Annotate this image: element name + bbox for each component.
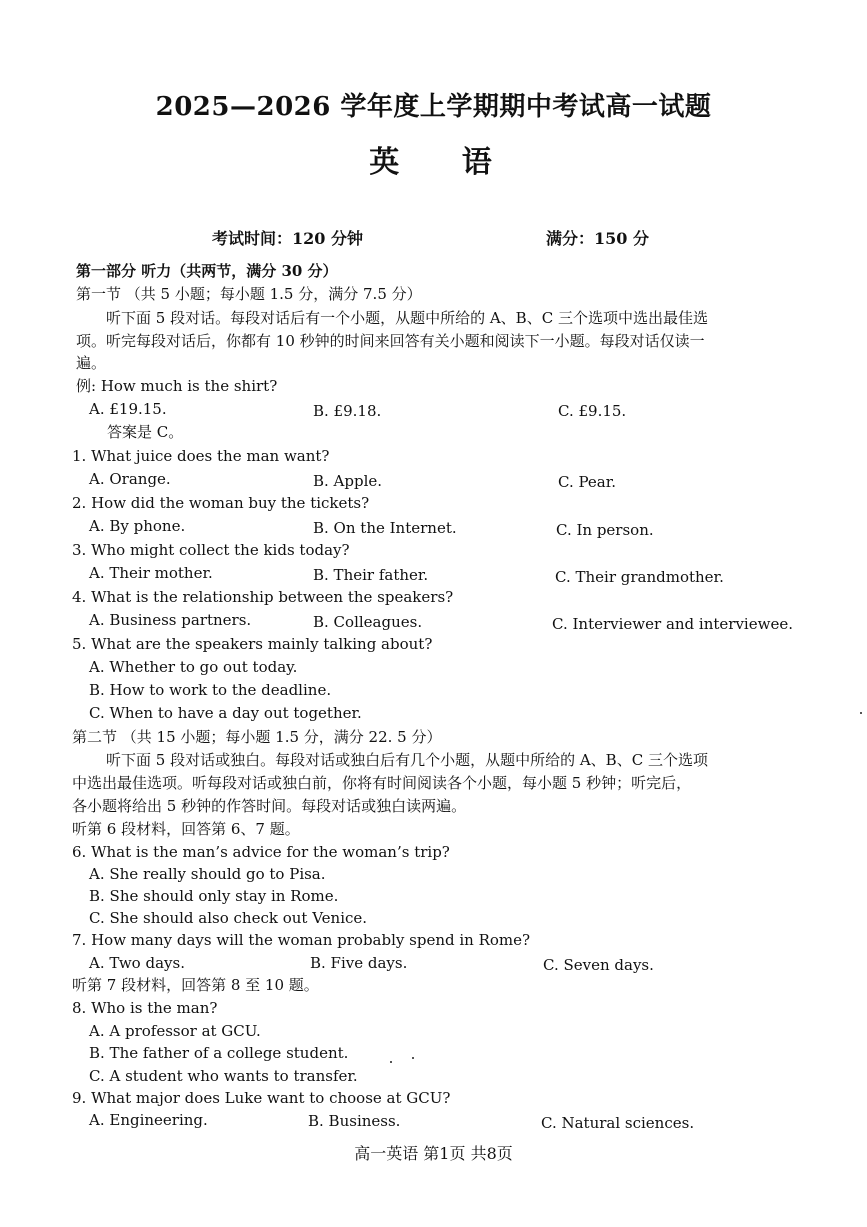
section1-instruction-2: 项。听完每段对话后，你都有 10 秒钟的时间来回答有关小题和阅读下一小题。每段对话仅读一 (76, 332, 705, 350)
question-8-option-a: A. A professor at GCU. (89, 1022, 261, 1040)
question-3-option-b: B. Their father. (313, 566, 429, 584)
question-4-option-c: C. Interviewer and interviewee. (552, 615, 793, 633)
section1-instruction-1: 听下面 5 段对话。每段对话后有一个小题，从题中所给的 A、B、C 三个选项中选出最佳选 (106, 309, 708, 327)
subject-title: 英 语 (369, 145, 518, 180)
question-6-option-a: A. She really should go to Pisa. (89, 865, 326, 883)
question-4-option-a: A. Business partners. (89, 611, 252, 629)
question-9-option-c: C. Natural sciences. (541, 1114, 695, 1132)
scan-speck (860, 712, 862, 714)
question-8: 8. Who is the man? (72, 999, 218, 1017)
question-3-option-a: A. Their mother. (89, 564, 213, 582)
example-option-a: A. £19.15. (89, 400, 167, 418)
question-7: 7. How many days will the woman probably spend in Rome? (72, 931, 531, 949)
material-6-instruction: 听第 6 段材料，回答第 6、7 题。 (72, 820, 300, 838)
question-6: 6. What is the man’s advice for the woman’s trip? (72, 843, 450, 861)
full-score: 满分：150 分 (546, 229, 649, 248)
question-6-option-b: B. She should only stay in Rome. (89, 887, 339, 905)
example-question: 例: How much is the shirt? (76, 377, 278, 395)
question-6-option-c: C. She should also check out Venice. (89, 909, 368, 927)
section1-heading: 第一节 （共 5 小题；每小题 1.5 分，满分 7.5 分） (76, 285, 422, 303)
question-7-option-a: A. Two days. (89, 954, 185, 972)
section2-instruction-1: 听下面 5 段对话或独白。每段对话或独白后有几个小题，从题中所给的 A、B、C 三个选项 (106, 751, 708, 769)
question-5-option-c: C. When to have a day out together. (89, 704, 362, 722)
example-option-b: B. £9.18. (313, 402, 382, 420)
question-5-option-a: A. Whether to go out today. (89, 658, 298, 676)
section2-instruction-2: 中选出最佳选项。听每段对话或独白前，你将有时间阅读各个小题，每小题 5 秒钟；听完后， (72, 774, 692, 792)
question-7-option-c: C. Seven days. (543, 956, 654, 974)
part1-heading: 第一部分 听力（共两节，满分 30 分） (76, 262, 338, 280)
question-8-option-b: B. The father of a college student. (89, 1044, 349, 1062)
question-4-option-b: B. Colleagues. (313, 613, 423, 631)
question-5-option-b: B. How to work to the deadline. (89, 681, 332, 699)
section1-instruction-3: 遍。 (76, 354, 107, 372)
question-9-option-b: B. Business. (308, 1112, 401, 1130)
question-9: 9. What major does Luke want to choose at GCU? (72, 1089, 451, 1107)
question-5: 5. What are the speakers mainly talking about? (72, 635, 433, 653)
material-7-instruction: 听第 7 段材料，回答第 8 至 10 题。 (72, 976, 319, 994)
question-2: 2. How did the woman buy the tickets? (72, 494, 370, 512)
example-answer: 答案是 C。 (107, 423, 184, 441)
question-9-option-a: A. Engineering. (89, 1111, 208, 1129)
question-1-option-c: C. Pear. (558, 473, 617, 491)
page-footer: 高一英语 第1页 共8页 (354, 1144, 513, 1163)
exam-title: 2025—2026 学年度上学期期中考试高一试题 (155, 92, 712, 122)
scan-speck (390, 1061, 392, 1063)
question-2-option-c: C. In person. (556, 521, 654, 539)
question-7-option-b: B. Five days. (310, 954, 408, 972)
exam-time: 考试时间：120 分钟 (212, 229, 363, 248)
question-8-option-c: C. A student who wants to transfer. (89, 1067, 358, 1085)
question-1-option-a: A. Orange. (89, 470, 171, 488)
section2-instruction-3: 各小题将给出 5 秒钟的作答时间。每段对话或独白读两遍。 (72, 797, 467, 815)
question-3: 3. Who might collect the kids today? (72, 541, 350, 559)
example-option-c: C. £9.15. (558, 402, 627, 420)
question-1: 1. What juice does the man want? (72, 447, 330, 465)
question-1-option-b: B. Apple. (313, 472, 383, 490)
question-4: 4. What is the relationship between the speakers? (72, 588, 454, 606)
section2-heading: 第二节 （共 15 小题；每小题 1.5 分，满分 22. 5 分） (72, 728, 442, 746)
question-2-option-b: B. On the Internet. (313, 519, 457, 537)
question-3-option-c: C. Their grandmother. (555, 568, 724, 586)
question-2-option-a: A. By phone. (89, 517, 186, 535)
scan-speck (412, 1057, 414, 1059)
